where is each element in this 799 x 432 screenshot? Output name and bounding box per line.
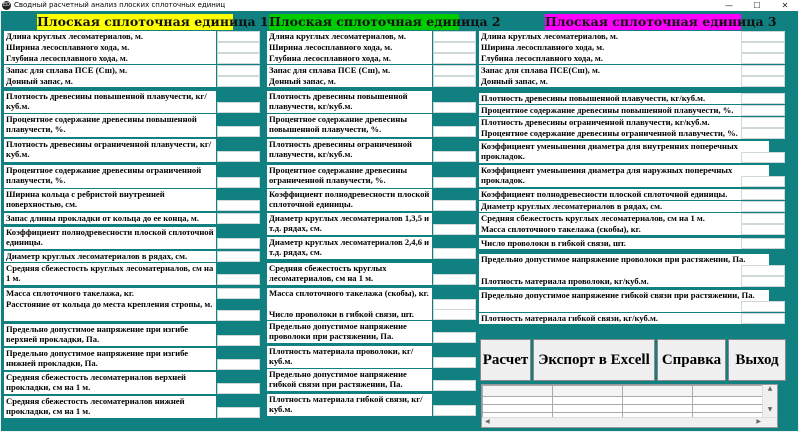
panel1-field-label: Коэффициент полнодревесности плоской сплоточной единицы. (4, 227, 216, 249)
table-cell[interactable] (553, 405, 623, 413)
exit-button[interactable]: Выход (728, 339, 786, 381)
panel3-field-label: Ширина лесосплавного хода, м. (479, 42, 769, 53)
panel1-field-input[interactable] (217, 238, 260, 249)
table-row[interactable] (483, 386, 763, 397)
grid-horizontal-scrollbar[interactable] (482, 417, 777, 427)
panel3-field-input[interactable] (741, 201, 785, 212)
panel3-field-input[interactable] (741, 176, 785, 187)
panel3-field-label: Запас для сплава ПСЕ(Сш), м. (479, 65, 769, 76)
table-cell[interactable] (483, 386, 553, 397)
panel1-field-input[interactable] (217, 151, 260, 162)
panel2-field-label: Предельно допустимое напряжение проволоки при растяжении, Па. (267, 321, 432, 343)
panel2-field-label: Ширина лесосплавного хода, м. (267, 42, 432, 53)
panel2-field-label: Коэффициент полнодревесности плоской сплоточной единицы. (267, 189, 432, 211)
panel3-field-label: Глубина лесосплавного хода, м. (479, 53, 769, 64)
panel2-field-input[interactable] (433, 151, 476, 162)
table-cell[interactable] (693, 397, 763, 405)
panel2-field-label: Диаметр круглых лесоматериалов 1,3,5 и т.д. рядах, см. (267, 213, 432, 235)
panel1-field-label: Процентное содержание древесины ограниченной плавучести, %. (4, 165, 216, 188)
panel2-field-label: Средняя сбежестость круглых лесоматериалов, см на 1 м. (267, 263, 432, 285)
panel3-field-input[interactable] (741, 105, 785, 116)
table-cell[interactable] (483, 397, 553, 405)
panel1-field-label: Процентное содержание древесины повышенной плавучести, %. (4, 114, 216, 137)
panel1-field-label: Средняя сбежестость круглых лесоматериалов, см на 1 м. (4, 263, 216, 285)
panel2-field-input[interactable] (433, 53, 476, 64)
table-cell[interactable] (693, 386, 763, 397)
panel3-field-label: Число проволоки в гибкой связи, шт. (479, 238, 769, 249)
panel3-field-label: Диаметр круглых лесоматериалов в рядах, см. (479, 201, 769, 212)
panel3-field-input[interactable] (741, 76, 785, 87)
panel1-field-input[interactable] (217, 42, 260, 53)
panel1-field-label: Средняя сбежестость лесоматериалов нижней прокладки, см на 1 м. (4, 396, 216, 418)
panel2-header: Плоская сплоточная единица 2 (269, 14, 501, 29)
panel3-field-input[interactable] (741, 53, 785, 64)
panel2-field-label: Донный запас, м. (267, 76, 432, 87)
panel3-field-label: Предельно допустимое напряжение проволоки при растяжении, Па. (479, 254, 769, 276)
table-cell[interactable] (553, 386, 623, 397)
panel1-field-input[interactable] (217, 213, 260, 224)
help-button[interactable]: Справка (657, 339, 726, 381)
panel3-field-label: Плотность древесины ограниченной плавучести, кг/куб.м. (479, 117, 769, 128)
panel3-field-input[interactable] (741, 224, 785, 235)
app-icon: ED (2, 2, 10, 8)
panel3-field-label: Донный запас, м. (479, 76, 769, 87)
panel1-field-input[interactable] (217, 383, 260, 394)
panel3-field-label: Средняя сбежестость круглых лесоматериалов, см на 1 м. (479, 213, 769, 224)
panel2-field-label: Диаметр круглых лесоматериалов 2,4,6 и т.д. рядах, см. (267, 237, 432, 259)
panel1-field-label: Запас для сплава ПСЕ (Сш), м. (4, 65, 216, 76)
panel1-header: Плоская сплоточная единица 1 (37, 14, 269, 29)
panel2-field-input[interactable] (433, 31, 476, 42)
export-excel-button[interactable]: Экспорт в Excell (533, 339, 655, 381)
panel2-field-input[interactable] (433, 177, 476, 188)
panel2-field-label: Плотность древесины повышенной плавучести, кг/куб.м. (267, 91, 432, 113)
panel1-field-input[interactable] (217, 407, 260, 418)
panel3-field-input[interactable] (741, 265, 785, 276)
panel1-field-input[interactable] (217, 251, 260, 262)
results-table[interactable] (482, 385, 763, 421)
panel3-field-label: Длина круглых лесоматериалов, м. (479, 31, 769, 42)
panel1-field-input[interactable] (217, 359, 260, 370)
scroll-right-icon[interactable]: ▶ (756, 418, 761, 425)
calculate-button[interactable]: Расчет (480, 339, 531, 381)
panel1-field-label: Глубина лесосплавного хода, м. (4, 53, 216, 64)
panel2-field-label: Предельно допустимое напряжение гибкой связи при растяжении, Па. (267, 369, 432, 391)
panel1-field-input[interactable] (217, 288, 260, 299)
panel2-field-input[interactable] (433, 200, 476, 211)
table-row[interactable] (483, 405, 763, 413)
scroll-up-icon[interactable]: ▲ (767, 385, 773, 392)
panel3-field-label: Коэффициент полнодревесности плоской сплоточной единицы. (479, 189, 769, 200)
panel3-field-label: Предельно допустимое напряжение гибкой связи при растяжении, Па. (479, 290, 769, 312)
maximize-button[interactable]: ☐ (753, 1, 761, 10)
panel1-field-input[interactable] (217, 274, 260, 285)
panel1-field-label: Предельно допустимое напряжение при изгибе верхней прокладки, Па. (4, 324, 216, 346)
panel3-field-label: Плотность материала гибкой связи, кг/куб.м. (479, 313, 769, 324)
panel2-field-label: Плотность древесины ограниченной плавучести, кг/куб.м. (267, 139, 432, 162)
panel3-field-label: Процентное содержание древесины повышенной плавучести, %. (479, 105, 769, 116)
panel1-field-input[interactable] (217, 76, 260, 87)
panel1-field-input[interactable] (217, 31, 260, 42)
panel3-field-input[interactable] (741, 117, 785, 128)
table-cell[interactable] (483, 405, 553, 413)
panel2-field-input[interactable] (433, 274, 476, 285)
panel1-field-input[interactable] (217, 310, 260, 321)
title-bar (0, 0, 799, 11)
panel3-field-label: Процентное содержание древесины ограниченной плавучести, %. (479, 128, 769, 139)
panel3-field-input[interactable] (741, 213, 785, 224)
panel1-field-input[interactable] (217, 65, 260, 76)
panel1-field-input[interactable] (217, 200, 260, 211)
panel2-field-input[interactable] (433, 102, 476, 113)
table-cell[interactable] (623, 405, 693, 413)
panel3-field-input[interactable] (741, 238, 785, 249)
panel3-field-input[interactable] (741, 152, 785, 163)
panel1-field-label: Ширина кольца с ребристой внутренней поверхностью, см. (4, 189, 216, 211)
panel3-field-label: Коэффициент уменьшения диаметра для внутренних поперечных прокладок. (479, 141, 769, 163)
panel2-field-label: Процентное содержание древесины ограниченной плавучести, %. (267, 165, 432, 188)
panel1-field-label: Плотность древесины ограниченной плавучести, кг/куб.м. (4, 139, 216, 162)
panel1-field-label: Запас длины прокладки от кольца до ее конца, м. (4, 213, 216, 224)
grid-vertical-scrollbar[interactable] (762, 385, 777, 419)
panel1-field-label: Диаметр круглых лесоматериалов в рядах, см. (4, 251, 216, 262)
panel2-field-input[interactable] (433, 405, 476, 416)
panel1-field-input[interactable] (217, 102, 260, 113)
panel1-field-label: Донный запас, м. (4, 76, 216, 87)
panel2-field-input[interactable] (433, 357, 476, 368)
panel3-field-input[interactable] (741, 93, 785, 104)
panel3-field-input[interactable] (741, 128, 785, 139)
panel2-field-input[interactable] (433, 248, 476, 259)
panel3-field-label: Плотность древесины повышенной плавучести, кг/куб.м. (479, 93, 769, 104)
panel2-field-label: Плотность материала гибкой связи, кг/куб.м. (267, 394, 432, 416)
panel3-field-label: Плотность материала проволоки, кг/куб.м. (479, 276, 769, 287)
panel3-field-input[interactable] (741, 313, 785, 324)
panel2-field-label: Глубина лесосплавного хода, м. (267, 53, 432, 64)
table-cell[interactable] (623, 386, 693, 397)
panel3-field-input[interactable] (741, 189, 785, 200)
scroll-down-icon[interactable]: ▼ (767, 406, 773, 413)
table-cell[interactable] (693, 405, 763, 413)
panel1-field-input[interactable] (217, 177, 260, 188)
close-button[interactable]: ✕ (781, 1, 789, 10)
minimize-button[interactable]: — (725, 1, 733, 10)
results-grid[interactable] (481, 384, 778, 428)
panel2-field-label: Число проволоки в гибкой связи, шт. (267, 309, 432, 320)
panel2-field-input[interactable] (433, 309, 476, 320)
panel1-field-label: Расстояние от кольца до места крепления стропы, м. (4, 299, 216, 321)
panel2-field-label: Процентное содержание древесины повышенной плавучести, %. (267, 114, 432, 137)
panel2-field-input[interactable] (433, 380, 476, 391)
panel1-field-label: Масса сплоточного такелажа, кг. (4, 288, 216, 299)
panel3-field-input[interactable] (741, 65, 785, 76)
window-title: Сводный расчетный анализ плоских сплоточных единиц (14, 1, 226, 9)
panel1-field-label: Ширина лесосплавного хода, м. (4, 42, 216, 53)
panel3-header: Плоская сплоточная единица 3 (545, 14, 777, 29)
panel1-field-label: Длина круглых лесоматериалов, м. (4, 31, 216, 42)
form-client-area (1, 11, 798, 431)
table-cell[interactable] (553, 397, 623, 405)
panel2-field-input[interactable] (433, 76, 476, 87)
panel3-field-input[interactable] (741, 301, 785, 312)
table-cell[interactable] (623, 397, 693, 405)
panel1-field-input[interactable] (217, 335, 260, 346)
panel3-field-label: Коэффициент уменьшения диаметра для наружных поперечных прокладок. (479, 165, 769, 187)
panel3-field-input[interactable] (741, 42, 785, 53)
panel1-field-input[interactable] (217, 53, 260, 64)
panel2-field-input[interactable] (433, 332, 476, 343)
panel2-field-input[interactable] (433, 42, 476, 53)
panel1-field-input[interactable] (217, 126, 260, 137)
panel3-field-input[interactable] (741, 276, 785, 287)
panel2-field-input[interactable] (433, 65, 476, 76)
panel1-field-label: Предельно допустимое напряжение при изгибе нижней прокладки, Па. (4, 348, 216, 370)
panel2-field-input[interactable] (433, 126, 476, 137)
panel3-field-input[interactable] (741, 31, 785, 42)
panel2-field-label: Длина круглых лесоматериалов, м. (267, 31, 432, 42)
panel3-field-label: Масса сплоточного такелажа (скобы), кг. (479, 224, 769, 235)
scroll-left-icon[interactable]: ◀ (485, 418, 490, 425)
panel1-field-label: Средняя сбежестость лесоматериалов верхней прокладки, см на 1 м. (4, 372, 216, 394)
panel2-field-label: Плотность материала проволоки, кг/куб.м. (267, 346, 432, 368)
panel2-field-label: Масса сплоточного такелажа (скобы), кг. (267, 288, 432, 310)
panel1-field-label: Плотность древесины повышенной плавучести, кг/куб.м. (4, 91, 216, 113)
panel2-field-input[interactable] (433, 224, 476, 235)
table-row[interactable] (483, 397, 763, 405)
panel2-field-label: Запас для сплава ПСЕ (Сш), м. (267, 65, 432, 76)
